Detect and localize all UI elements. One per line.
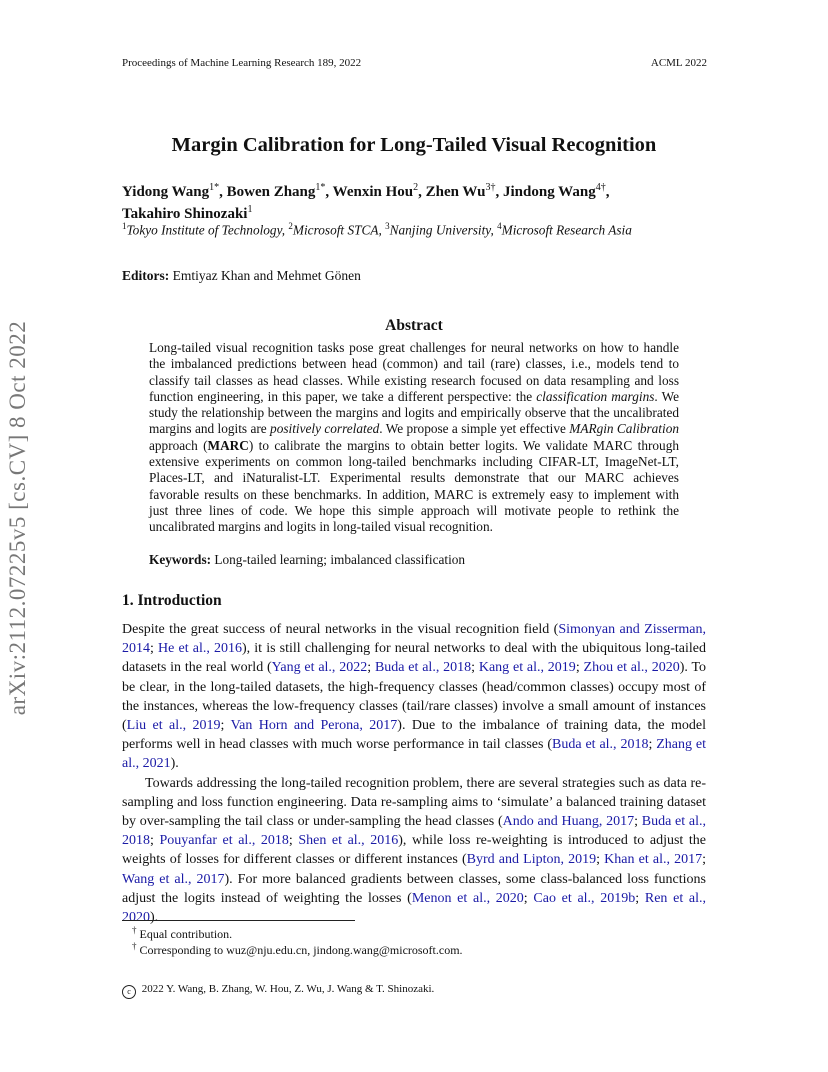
author-mark: 2 (413, 182, 419, 193)
citation-link[interactable]: Pouyanfar et al., 2018 (159, 833, 289, 849)
paragraph (122, 620, 706, 774)
editors-line (122, 268, 361, 284)
keywords-label: Keywords: (149, 552, 212, 567)
abstract-text: ) to calibrate the margins to obtain better logits. We validate MARC through extensive experiments on common long-tailed benchmarks including CIFAR-LT, ImageNet-LT, Places-LT, and iNaturalist-LT. Experimental results demonstrate that our MARC achieves favorable results on these benchmarks. In addition, MARC is extremely easy to implement with just three lines of code. We hope this simple approach will motivate people to rethink the uncalibrated margins and logits in long-tailed visual recognition. (149, 437, 679, 535)
paragraph-text: ; (471, 660, 479, 676)
footnote (132, 941, 463, 958)
running-header-left: Proceedings of Machine Learning Research 189, 2022 (122, 57, 362, 69)
citation-link[interactable]: Liu et al., 2019 (126, 718, 221, 734)
paragraph (122, 774, 706, 928)
paragraph-text: ). (150, 910, 159, 926)
author-name: Jindong Wang (503, 184, 596, 200)
copyright-icon: c (122, 985, 136, 999)
running-header-right: ACML 2022 (650, 57, 707, 69)
affiliation-mark: 2 (288, 221, 293, 231)
paragraph-text: Despite the great success of neural networks in the visual recognition field ( (122, 622, 559, 637)
footnote-text: Corresponding to wuz@nju.edu.cn, jindong.wang@microsoft.com. (139, 943, 463, 957)
paragraph-text: ; (220, 718, 231, 734)
citation-link[interactable]: Zhou et al., 2020 (583, 660, 680, 676)
affiliations (122, 221, 722, 238)
affiliation-mark: 3 (385, 221, 390, 231)
paragraph-text: ; (702, 852, 706, 868)
citation-link[interactable]: Buda et al., 2018 (552, 737, 649, 753)
paragraph-text: ). To be clear, in the long-tailed datasets, the high-frequency classes (head/common classes) occupy most of the instances, whereas the low-frequency classes (tail/rare classes) involve a small amount of instances ( (122, 660, 707, 734)
abstract-text: approach ( (149, 437, 208, 453)
author-mark: 3† (485, 182, 496, 193)
author-mark: 1 (247, 204, 253, 215)
affiliation: Microsoft Research Asia (501, 222, 632, 238)
footnote-mark: † (132, 941, 137, 951)
abstract-text: . We propose a simple yet effective (379, 421, 570, 437)
author-mark: 1* (209, 182, 220, 193)
arxiv-id: arXiv:2112.07225v5 [cs.CV] 8 Oct 2022 (5, 320, 30, 716)
copyright-text: 2022 Y. Wang, B. Zhang, W. Hou, Z. Wu, J. Wang & T. Shinozaki. (141, 983, 435, 995)
author-mark: 1* (315, 182, 326, 193)
editors-label: Editors: (122, 268, 170, 283)
abstract-emphasis: classification margins (536, 388, 655, 404)
paragraph-text: ). Due to the imbalance of training data, the model performs well in head classes with much worse performance in tail classes ( (122, 718, 707, 753)
paragraph-text: ; (575, 660, 584, 676)
citation-link[interactable]: Ando and Huang, 2017 (502, 814, 635, 830)
author-name: Wenxin Hou (332, 184, 414, 200)
author-name: Takahiro Shinozaki (122, 206, 248, 222)
affiliation: Tokyo Institute of Technology, (126, 222, 286, 238)
citation-link[interactable]: Simonyan and Zisserman, 2014 (122, 622, 707, 657)
paragraph-text: ; (523, 890, 534, 906)
paragraph-text: ; (150, 641, 159, 657)
paragraph-text: ). For more balanced gradients between classes, some class-balanced loss functions adjust the logits instead of weighting the losses ( (122, 871, 706, 906)
citation-link[interactable]: Cao et al., 2019b (533, 890, 636, 906)
keywords-text: Long-tailed learning; imbalanced classification (214, 552, 466, 567)
paragraph-text: Towards addressing the long-tailed recognition problem, there are several strategies such as data re-sampling and loss function engineering. Data re-sampling aims to ‘simulate’ a balanced training dataset by over-sampling the tail class or under-sampling the head classes ( (122, 775, 706, 830)
citation-link[interactable]: Buda et al., 2018 (374, 660, 472, 676)
abstract-body (149, 340, 679, 536)
citation-link[interactable]: He et al., 2016 (158, 641, 242, 657)
paragraph-text: ), while loss re-weighting is introduced to adjust the weights of losses for different classes or different instances ( (122, 833, 706, 868)
paragraph-text: ; (367, 660, 375, 676)
keywords-line (149, 552, 465, 568)
author-list: Yidong Wang$^{1*}$, Bowen Zhang$^{1*}$, Wenxin Hou$^2$, Zhen $Wu^{3\dagger}$, Jindong Wang$^{4\dagger}$, Takahiro Shinozaki$^1$ (122, 182, 610, 222)
author-name: Zhen Wu (425, 184, 486, 200)
abstract-emphasis: positively correlated (270, 421, 380, 437)
citation-link[interactable]: Wang et al., 2017 (122, 871, 225, 887)
paragraph-text: ). (170, 756, 179, 772)
paragraph-text: ; (288, 833, 299, 849)
paragraph-text: ; (634, 814, 642, 830)
abstract-emphasis: MARgin Calibration (569, 421, 679, 437)
abstract-text: . We study the relationship between the margins and logits and empirically observe that the uncalibrated margins and logits are (149, 388, 679, 437)
citation-link[interactable]: Yang et al., 2022 (271, 660, 368, 676)
paragraph-text: ), it is still challenging for neural networks to deal with the ubiquitous long-tailed datasets in the real world ( (122, 641, 706, 676)
affiliation-mark: 1 (122, 221, 127, 231)
affiliation: Nanjing University, (389, 222, 494, 238)
abstract-heading: Abstract (385, 317, 443, 334)
citation-link[interactable]: Zhang et al., 2021 (122, 737, 706, 772)
abstract-text: Long-tailed visual recognition tasks pose great challenges for neural networks on how to handle the imbalanced predictions between head (common) and tail (rare) classes, i.e., models tend to classify tail classes as head classes. While existing research focused on data resampling and loss function engineering, in this paper, we take a different perspective: the (149, 340, 679, 404)
footnote (132, 925, 232, 942)
footnote-mark: † (132, 925, 137, 935)
footnote-text: Equal contribution. (139, 927, 233, 941)
citation-link[interactable]: Buda et al., 2018 (122, 814, 707, 849)
citation-link[interactable]: Van Horn and Perona, 2017 (230, 718, 398, 734)
citation-link[interactable]: Menon et al., 2020 (411, 890, 524, 906)
copyright-line (122, 983, 434, 999)
author-name: Bowen Zhang (226, 184, 316, 200)
paragraph-text: ; (635, 890, 645, 906)
author-mark: 4† (595, 182, 606, 193)
paper-title: Margin Calibration for Long-Tailed Visual Recognition (171, 134, 657, 156)
affiliation: Microsoft STCA, (292, 222, 382, 238)
footnote-rule (122, 920, 355, 921)
editors-names: Emtiyaz Khan and Mehmet Gönen (172, 268, 361, 283)
abstract-bold: MARC (207, 437, 249, 453)
section-heading: 1. Introduction (122, 592, 222, 609)
citation-link[interactable]: Khan et al., 2017 (604, 852, 703, 868)
paragraph-text: ; (596, 852, 605, 868)
paragraph-text: ; (150, 833, 160, 849)
paragraph-text: ; (648, 737, 657, 753)
arxiv-stamp (0, 0, 36, 1072)
affiliation-mark: 4 (497, 221, 502, 231)
introduction-body (122, 620, 706, 927)
citation-link[interactable]: Ren et al., 2020 (122, 890, 707, 926)
citation-link[interactable]: Kang et al., 2019 (478, 660, 576, 676)
citation-link[interactable]: Shen et al., 2016 (298, 833, 399, 849)
citation-link[interactable]: Byrd and Lipton, 2019 (466, 852, 597, 868)
author-name: Yidong Wang (122, 184, 210, 200)
